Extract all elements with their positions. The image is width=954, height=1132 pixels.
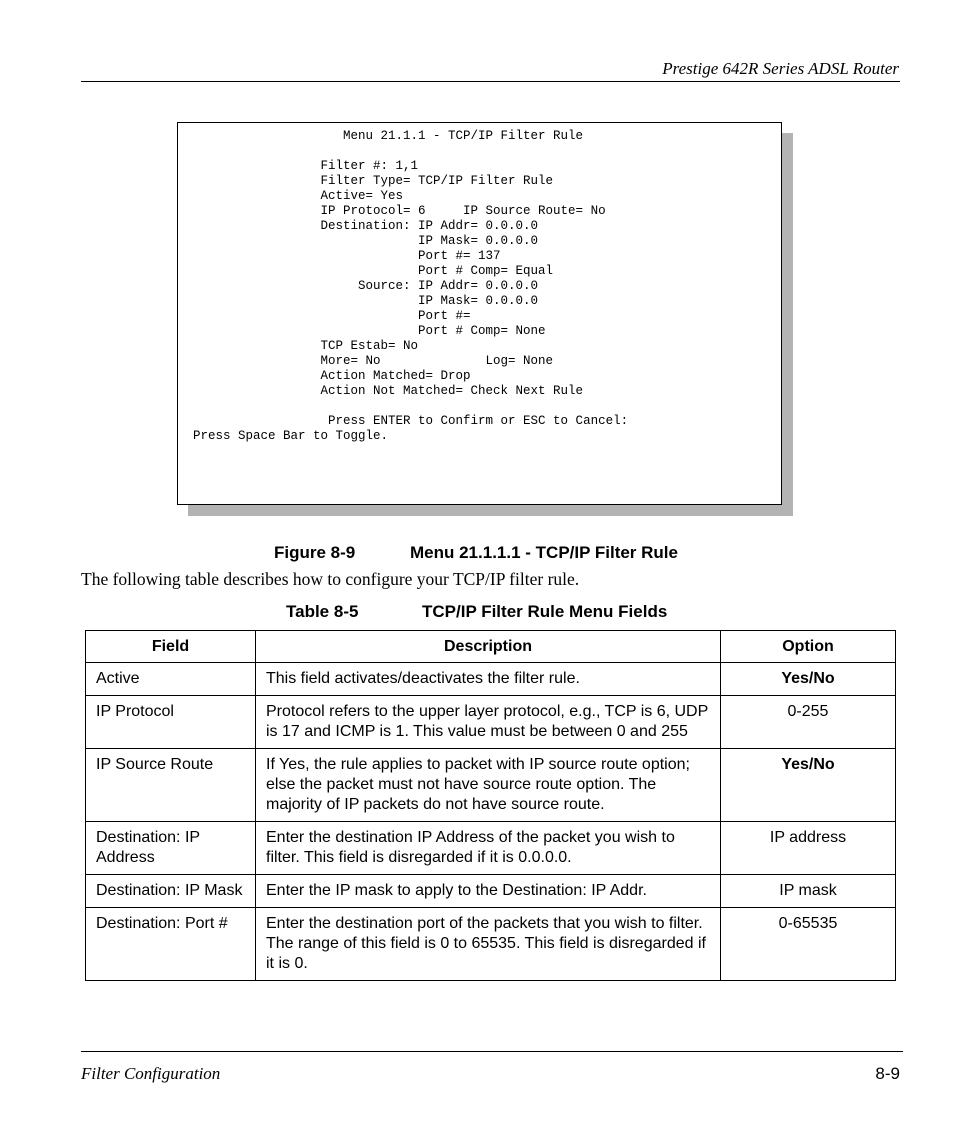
footer-divider — [81, 1051, 903, 1052]
table-caption — [286, 602, 667, 622]
page-header-title: Prestige 642R Series ADSL Router — [662, 59, 899, 78]
table-row — [86, 875, 896, 908]
option-cell: IP mask — [721, 875, 896, 908]
screen-line: IP Mask= 0.0.0.0 — [193, 294, 539, 308]
screen-line: Filter #: 1,1 — [193, 159, 419, 173]
table-number: Table 8-5 — [286, 602, 359, 621]
description-cell: If Yes, the rule applies to packet with IP source route option; else the packet must not have source route option. The majority of IP packets do not have source route. — [256, 749, 721, 822]
table-header-row — [86, 631, 896, 663]
screen-line: IP Protocol= 6 IP Source Route= No — [193, 204, 606, 218]
option-cell: Yes/No — [721, 663, 896, 696]
screen-line: Active= Yes — [193, 189, 404, 203]
table-row — [86, 663, 896, 696]
screen-line: Press ENTER to Confirm or ESC to Cancel: — [193, 414, 629, 428]
column-header-field: Field — [86, 631, 256, 663]
table-row — [86, 908, 896, 981]
option-cell: 0-65535 — [721, 908, 896, 981]
field-cell: Destination: IP Address — [86, 822, 256, 875]
screen-line: Source: IP Addr= 0.0.0.0 — [193, 279, 539, 293]
screen-line: Port #= — [193, 309, 471, 323]
figure-title: Menu 21.1.1.1 - TCP/IP Filter Rule — [410, 543, 678, 562]
screen-line: More= No Log= None — [193, 354, 554, 368]
field-cell: Active — [86, 663, 256, 696]
screen-line: Action Not Matched= Check Next Rule — [193, 384, 584, 398]
table-row — [86, 749, 896, 822]
screen-line: Port # Comp= Equal — [193, 264, 554, 278]
terminal-screen — [177, 122, 782, 505]
figure-caption — [274, 543, 678, 563]
description-cell: Enter the IP mask to apply to the Destination: IP Addr. — [256, 875, 721, 908]
field-cell: IP Source Route — [86, 749, 256, 822]
description-cell: This field activates/deactivates the filter rule. — [256, 663, 721, 696]
screen-line: Action Matched= Drop — [193, 369, 471, 383]
footer-section-title: Filter Configuration — [81, 1064, 221, 1083]
column-header-option: Option — [721, 631, 896, 663]
intro-paragraph: The following table describes how to configure your TCP/IP filter rule. — [81, 569, 580, 589]
option-cell: 0-255 — [721, 696, 896, 749]
screen-line: Destination: IP Addr= 0.0.0.0 — [193, 219, 539, 233]
description-cell: Enter the destination port of the packets that you wish to filter. The range of this field is 0 to 65535. This field is disregarded if it is 0. — [256, 908, 721, 981]
description-cell: Protocol refers to the upper layer protocol, e.g., TCP is 6, UDP is 17 and ICMP is 1. This value must be between 0 and 255 — [256, 696, 721, 749]
description-cell: Enter the destination IP Address of the packet you wish to filter. This field is disregarded if it is 0.0.0.0. — [256, 822, 721, 875]
table-title: TCP/IP Filter Rule Menu Fields — [422, 602, 668, 621]
option-cell: IP address — [721, 822, 896, 875]
screen-line: IP Mask= 0.0.0.0 — [193, 234, 539, 248]
table-row — [86, 822, 896, 875]
table-row — [86, 696, 896, 749]
filter-rule-fields-table — [85, 630, 896, 981]
field-cell: Destination: Port # — [86, 908, 256, 981]
page-number: 8-9 — [875, 1064, 900, 1083]
screen-line: Press Space Bar to Toggle. — [193, 429, 389, 443]
screen-line: Port #= 137 — [193, 249, 501, 263]
header-divider — [81, 81, 900, 82]
screen-line: Menu 21.1.1 - TCP/IP Filter Rule — [193, 129, 584, 143]
field-cell: IP Protocol — [86, 696, 256, 749]
screen-line: TCP Estab= No — [193, 339, 419, 353]
option-cell: Yes/No — [721, 749, 896, 822]
figure-number: Figure 8-9 — [274, 543, 356, 562]
column-header-description: Description — [256, 631, 721, 663]
screen-line: Filter Type= TCP/IP Filter Rule — [193, 174, 554, 188]
field-cell: Destination: IP Mask — [86, 875, 256, 908]
screen-line: Port # Comp= None — [193, 324, 546, 338]
